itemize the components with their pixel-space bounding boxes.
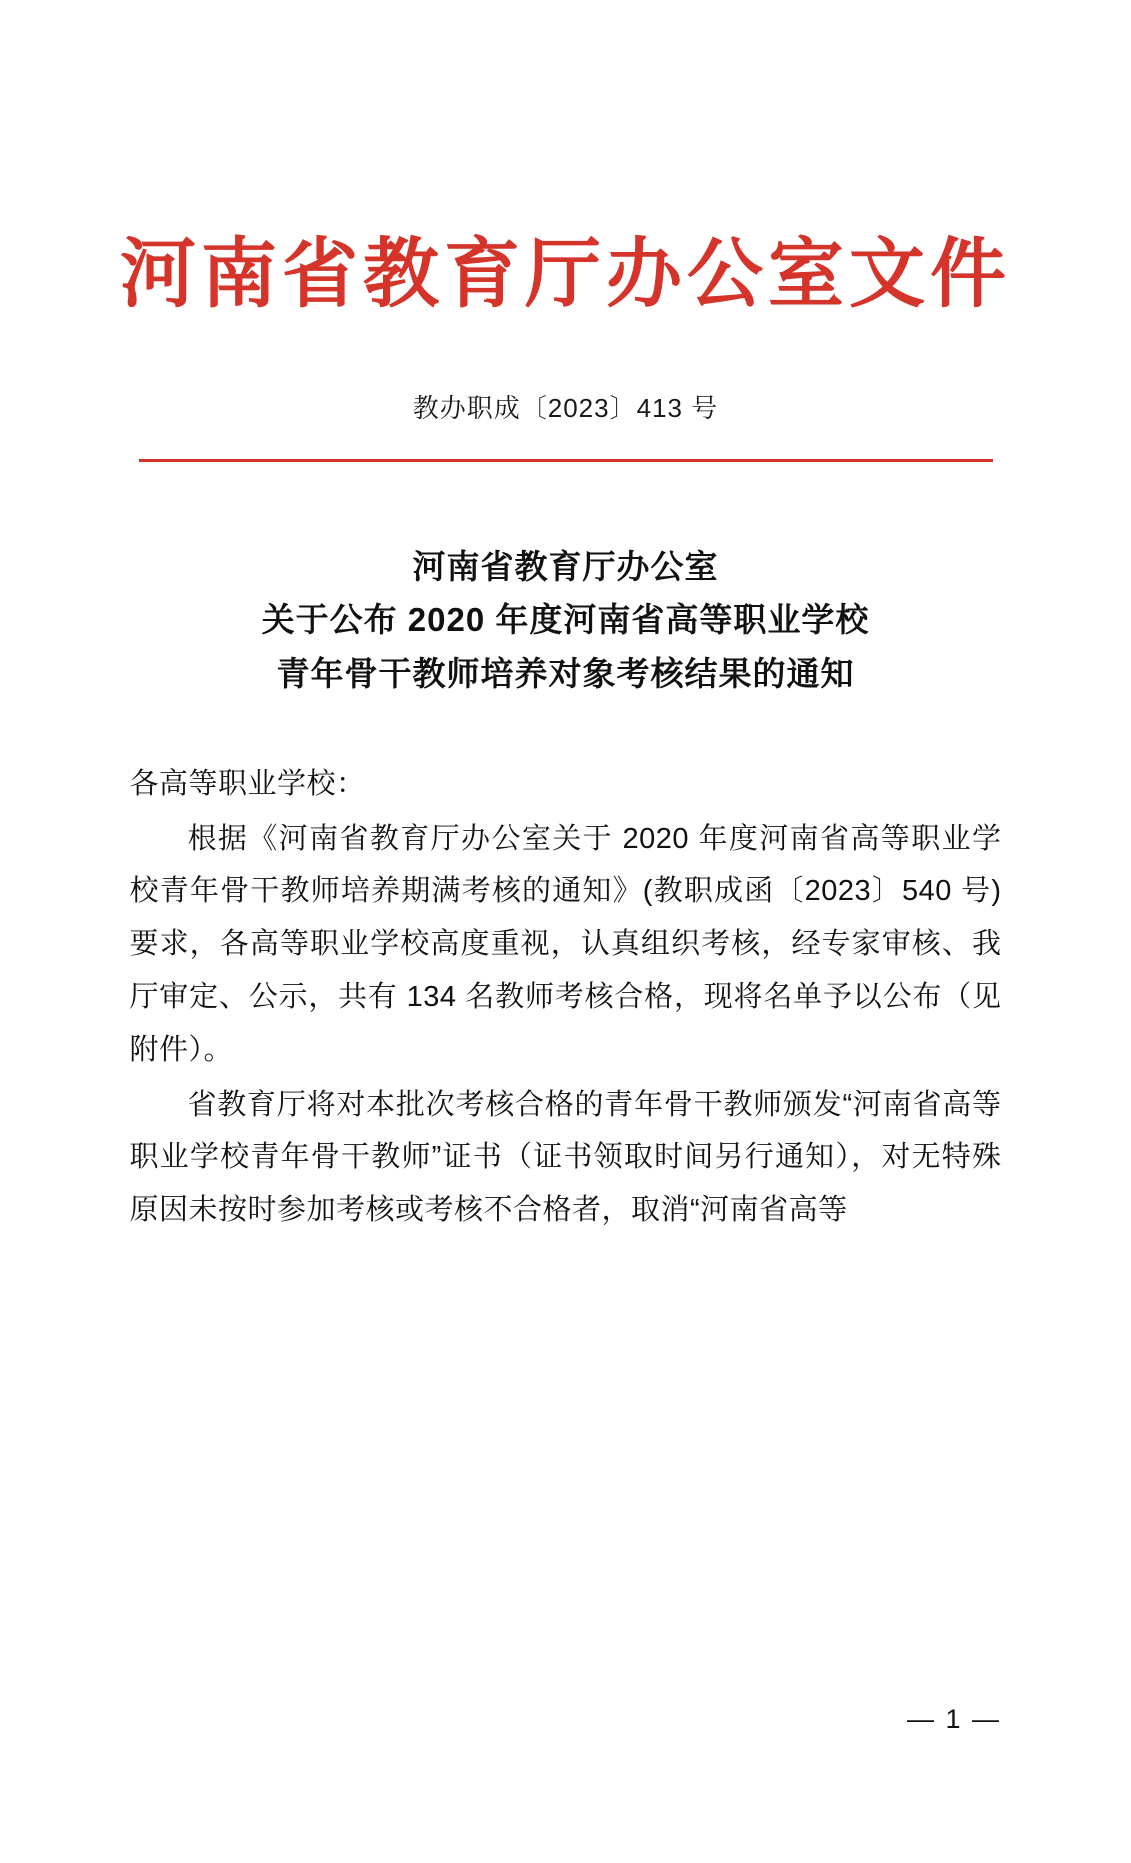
- document-title: [0, 540, 1131, 700]
- document-body: [130, 758, 1002, 1237]
- body-paragraph-1: 根据《河南省教育厅办公室关于 2020 年度河南省高等职业学校青年骨干教师培养期满考核的通知》(教职成函〔2023〕540 号) 要求，各高等职业学校高度重视，认真组织考核，经专家审核、我厅审定、公示，共有 134 名教师考核合格，现将名单予以公布（见附件）。: [129, 822, 1002, 1066]
- body-paragraph-2: 省教育厅将对本批次考核合格的青年骨干教师颁发“河南省高等职业学校青年骨干教师”证书（证书领取时间另行通知），对无特殊原因未按时参加考核或考核不合格者，取消“河南省高等: [129, 1088, 1002, 1227]
- document-number: 教办职成〔2023〕413 号: [412, 392, 719, 423]
- masthead-title: 河南省教育厅办公室文件: [120, 229, 1011, 318]
- masthead: [0, 229, 1131, 318]
- title-line-1: 河南省教育厅办公室: [412, 547, 719, 585]
- page-number: — 1 —: [906, 1704, 1001, 1734]
- document-page: [0, 229, 1131, 1863]
- salutation: 各高等职业学校：: [129, 767, 366, 800]
- title-line-2: 关于公布 2020 年度河南省高等职业学校: [261, 601, 870, 639]
- title-line-3: 青年骨干教师培养对象考核结果的通知: [276, 654, 855, 692]
- red-divider-rule: [139, 459, 993, 462]
